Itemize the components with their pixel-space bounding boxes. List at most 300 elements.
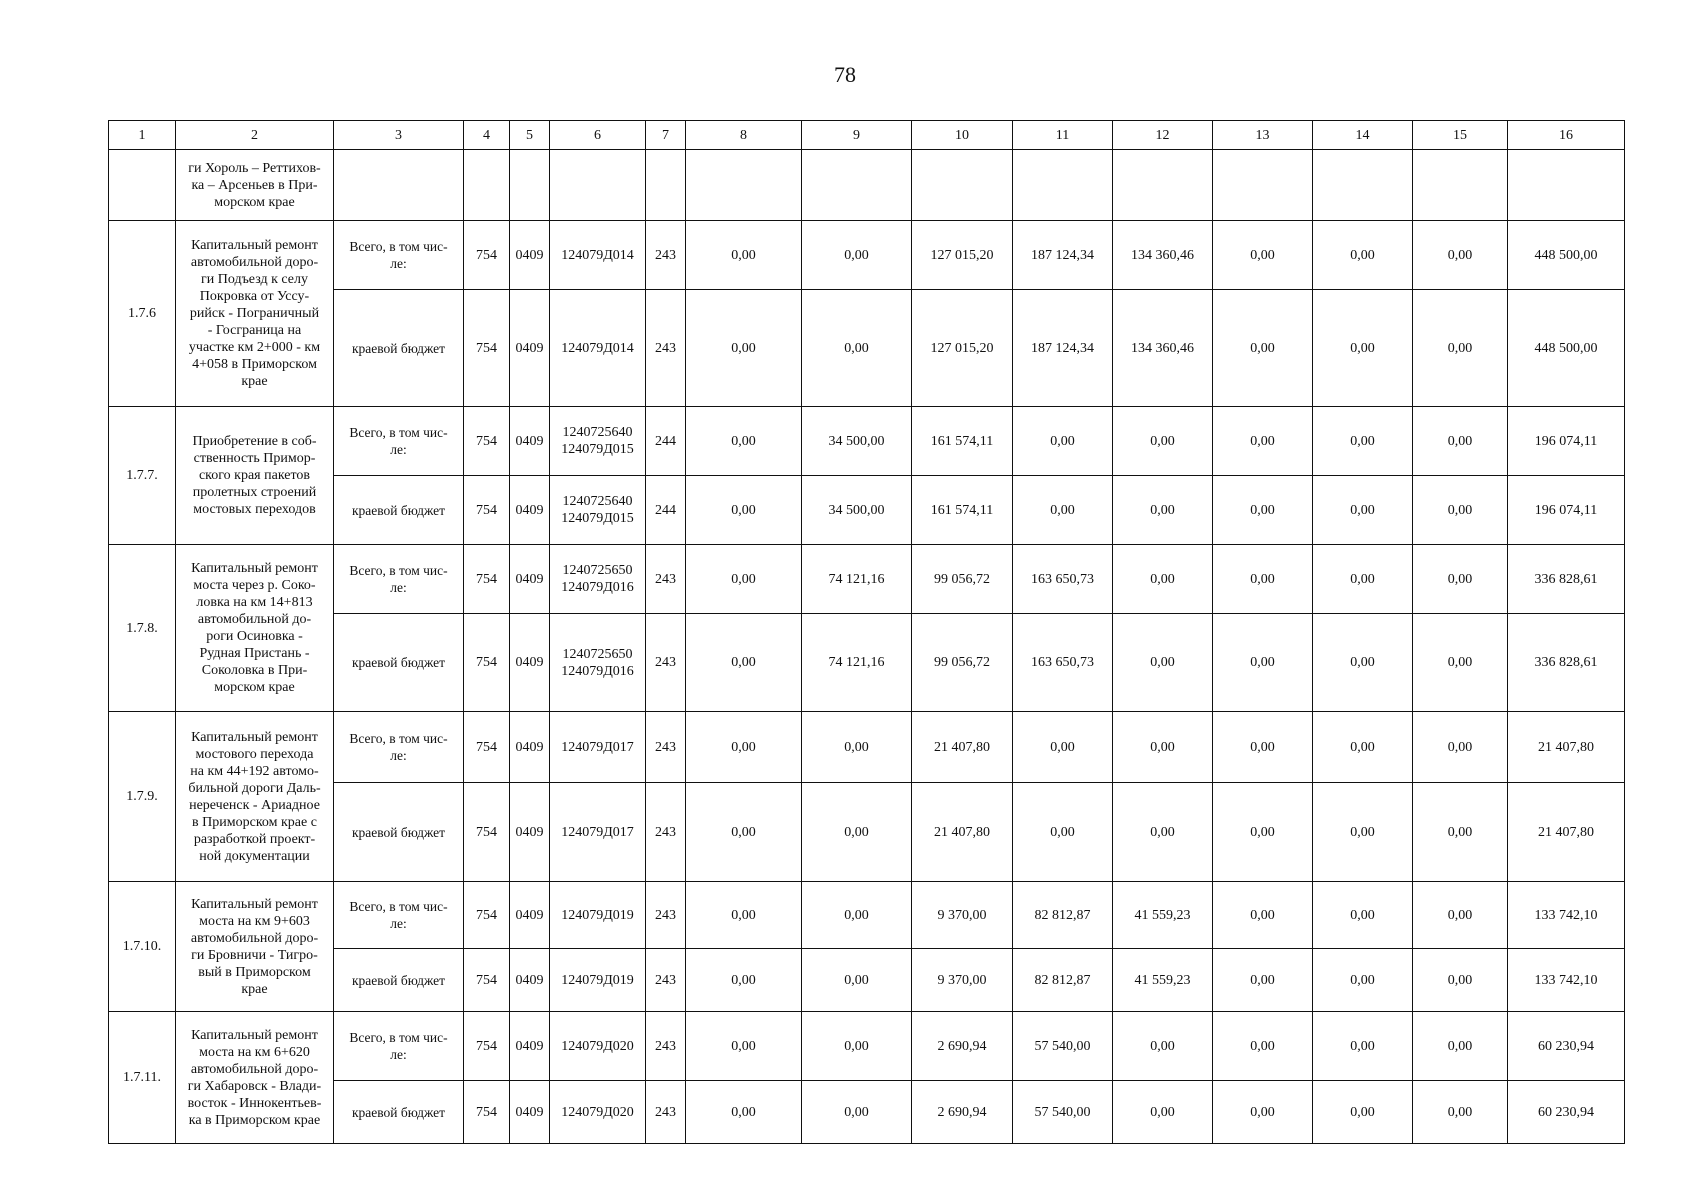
- page-number: 78: [834, 62, 856, 87]
- value-cell-10: 99 056,72: [912, 614, 1013, 712]
- value-cell-9: 34 500,00: [802, 476, 912, 545]
- section-code-cell: 0409: [510, 949, 550, 1012]
- value-cell-9: 0,00: [802, 1012, 912, 1081]
- ministry-code-cell: 754: [464, 712, 510, 783]
- text-line: 124079Д019: [561, 907, 634, 923]
- value-cell-8: 0,00: [686, 407, 802, 476]
- table-row-total: [109, 407, 1625, 476]
- value-cell-11: 57 540,00: [1013, 1081, 1113, 1144]
- text-line: разработкой проект-: [193, 831, 316, 847]
- text-line: ле:: [390, 256, 407, 271]
- value-cell-14: 0,00: [1313, 783, 1413, 882]
- empty-cell: [334, 150, 464, 221]
- value-cell-8: 0,00: [686, 1081, 802, 1144]
- target-code-cell: [550, 1081, 646, 1144]
- text-line: краевой бюджет: [351, 340, 446, 356]
- value-cell-14: 0,00: [1313, 290, 1413, 407]
- text-line: 124079Д016: [561, 663, 634, 679]
- value-cell-12: 0,00: [1113, 407, 1213, 476]
- value-cell-12: 0,00: [1113, 783, 1213, 882]
- column-header-6: 6: [550, 121, 646, 150]
- item-number-cell: 1.7.6: [109, 221, 176, 407]
- value-cell-13: 0,00: [1213, 1012, 1313, 1081]
- text-line: участке км 2+000 - км: [188, 340, 321, 355]
- column-header-12: 12: [1113, 121, 1213, 150]
- text-line: на км 44+192 автомо-: [190, 763, 319, 779]
- value-cell-14: 0,00: [1313, 476, 1413, 545]
- total-value-cell: 60 230,94: [1508, 1081, 1625, 1144]
- ministry-code-cell: 754: [464, 407, 510, 476]
- table-row-regional-budget: [109, 290, 1625, 407]
- text-line: Всего, в том чис-: [349, 731, 448, 746]
- value-cell-9: 74 121,16: [802, 545, 912, 614]
- value-cell-15: 0,00: [1413, 476, 1508, 545]
- ministry-code-cell: 754: [464, 1081, 510, 1144]
- text-line: ги Хороль – Реттихов-: [188, 160, 321, 176]
- text-line: краевой бюджет: [351, 1104, 446, 1120]
- empty-cell: [510, 150, 550, 221]
- value-cell-8: 0,00: [686, 614, 802, 712]
- table-row-regional-budget: [109, 476, 1625, 545]
- text-line: ги Хабаровск - Влади-: [187, 1078, 322, 1094]
- column-header-2: 2: [176, 121, 334, 150]
- value-cell-12: 0,00: [1113, 1081, 1213, 1144]
- value-cell-13: 0,00: [1213, 783, 1313, 882]
- value-cell-10: 99 056,72: [912, 545, 1013, 614]
- target-code-cell: [550, 1012, 646, 1081]
- text-line: 124079Д014: [561, 247, 634, 263]
- expense-type-cell: 243: [646, 1081, 686, 1144]
- table-row-regional-budget: [109, 1081, 1625, 1144]
- value-cell-13: 0,00: [1213, 712, 1313, 783]
- value-cell-9: 0,00: [802, 290, 912, 407]
- target-code-cell: [550, 783, 646, 882]
- value-cell-11: 57 540,00: [1013, 1012, 1113, 1081]
- empty-cell: [1313, 150, 1413, 221]
- text-line: вый в Приморском: [198, 964, 311, 980]
- total-value-cell: 196 074,11: [1508, 407, 1625, 476]
- column-header-1: 1: [109, 121, 176, 150]
- table-row-regional-budget: [109, 949, 1625, 1012]
- value-cell-11: 0,00: [1013, 712, 1113, 783]
- total-value-cell: 133 742,10: [1508, 882, 1625, 949]
- value-cell-11: 187 124,34: [1013, 221, 1113, 290]
- text-line: ка – Арсеньев в При-: [191, 177, 318, 193]
- value-cell-12: 0,00: [1113, 476, 1213, 545]
- expense-type-cell: 244: [646, 476, 686, 545]
- text-line: роги Осиновка -: [206, 629, 303, 644]
- total-value-cell: 21 407,80: [1508, 783, 1625, 882]
- text-line: 124079Д019: [561, 972, 634, 988]
- value-cell-15: 0,00: [1413, 545, 1508, 614]
- empty-cell: [1013, 150, 1113, 221]
- empty-cell: [464, 150, 510, 221]
- section-code-cell: 0409: [510, 783, 550, 882]
- text-line: Капитальный ремонт: [191, 238, 318, 253]
- value-cell-10: 2 690,94: [912, 1081, 1013, 1144]
- text-line: моста через р. Соко-: [193, 578, 316, 593]
- item-name-cell: [176, 545, 334, 712]
- value-cell-8: 0,00: [686, 476, 802, 545]
- value-cell-12: 0,00: [1113, 1012, 1213, 1081]
- text-line: ского края пакетов: [198, 468, 311, 483]
- empty-cell: [1508, 150, 1625, 221]
- target-code-cell: [550, 407, 646, 476]
- empty-cell: [1413, 150, 1508, 221]
- text-line: моста на км 6+620: [199, 1044, 310, 1060]
- text-line: ги Подъезд к селу: [201, 272, 308, 287]
- value-cell-11: 0,00: [1013, 476, 1113, 545]
- column-header-3: 3: [334, 121, 464, 150]
- continuation-name-cell: [176, 150, 334, 221]
- value-cell-10: 9 370,00: [912, 949, 1013, 1012]
- text-line: нереченск - Ариадное: [189, 797, 320, 813]
- column-number-header-row: [109, 121, 1625, 150]
- text-line: 1240725640: [562, 494, 633, 509]
- section-code-cell: 0409: [510, 1081, 550, 1144]
- section-code-cell: 0409: [510, 476, 550, 545]
- text-line: 124079Д020: [561, 1104, 634, 1120]
- table-row-regional-budget: [109, 783, 1625, 882]
- value-cell-9: 0,00: [802, 1081, 912, 1144]
- column-header-16: 16: [1508, 121, 1625, 150]
- table-row-total: [109, 882, 1625, 949]
- ministry-code-cell: 754: [464, 882, 510, 949]
- empty-cell: [646, 150, 686, 221]
- empty-cell: [686, 150, 802, 221]
- value-cell-13: 0,00: [1213, 545, 1313, 614]
- value-cell-11: 163 650,73: [1013, 614, 1113, 712]
- value-cell-8: 0,00: [686, 783, 802, 882]
- value-cell-13: 0,00: [1213, 949, 1313, 1012]
- item-number-cell: 1.7.11.: [109, 1012, 176, 1144]
- target-code-cell: [550, 712, 646, 783]
- text-line: 124079Д020: [561, 1038, 634, 1054]
- section-code-cell: 0409: [510, 545, 550, 614]
- value-cell-10: 2 690,94: [912, 1012, 1013, 1081]
- column-header-4: 4: [464, 121, 510, 150]
- text-line: 124079Д014: [561, 340, 634, 356]
- text-line: Всего, в том чис-: [349, 563, 448, 578]
- target-code-cell: [550, 949, 646, 1012]
- value-cell-9: 0,00: [802, 221, 912, 290]
- text-line: 124079Д017: [561, 824, 634, 840]
- text-line: морском крае: [214, 680, 295, 695]
- value-cell-10: 21 407,80: [912, 712, 1013, 783]
- value-cell-15: 0,00: [1413, 783, 1508, 882]
- total-value-cell: 133 742,10: [1508, 949, 1625, 1012]
- value-cell-15: 0,00: [1413, 1081, 1508, 1144]
- column-header-8: 8: [686, 121, 802, 150]
- expense-type-cell: 243: [646, 1012, 686, 1081]
- text-line: ной документации: [199, 848, 310, 864]
- value-cell-14: 0,00: [1313, 1081, 1413, 1144]
- value-cell-8: 0,00: [686, 949, 802, 1012]
- text-line: 124079Д016: [561, 580, 634, 595]
- value-cell-10: 9 370,00: [912, 882, 1013, 949]
- value-cell-8: 0,00: [686, 712, 802, 783]
- item-number-cell: 1.7.8.: [109, 545, 176, 712]
- value-cell-13: 0,00: [1213, 290, 1313, 407]
- empty-cell: [109, 150, 176, 221]
- value-cell-12: 0,00: [1113, 712, 1213, 783]
- text-line: пролетных строений: [192, 485, 317, 500]
- text-line: 4+058 в Приморском: [192, 357, 317, 372]
- text-line: 1240725650: [562, 563, 633, 578]
- text-line: крае: [241, 981, 268, 997]
- value-cell-11: 163 650,73: [1013, 545, 1113, 614]
- value-cell-15: 0,00: [1413, 882, 1508, 949]
- text-line: краевой бюджет: [351, 655, 446, 670]
- total-value-cell: 196 074,11: [1508, 476, 1625, 545]
- text-line: Всего, в том чис-: [349, 425, 448, 440]
- ministry-code-cell: 754: [464, 476, 510, 545]
- value-cell-9: 0,00: [802, 783, 912, 882]
- target-code-cell: [550, 476, 646, 545]
- text-line: Покровка от Уссу-: [199, 289, 310, 304]
- value-cell-9: 34 500,00: [802, 407, 912, 476]
- column-header-14: 14: [1313, 121, 1413, 150]
- text-line: морском крае: [214, 194, 295, 210]
- column-header-13: 13: [1213, 121, 1313, 150]
- column-header-7: 7: [646, 121, 686, 150]
- ministry-code-cell: 754: [464, 221, 510, 290]
- value-cell-12: 41 559,23: [1113, 882, 1213, 949]
- funding-source-cell: [334, 949, 464, 1012]
- value-cell-9: 74 121,16: [802, 614, 912, 712]
- text-line: ственность Примор-: [193, 451, 316, 466]
- section-code-cell: 0409: [510, 614, 550, 712]
- value-cell-13: 0,00: [1213, 882, 1313, 949]
- item-name-cell: [176, 882, 334, 1012]
- text-line: Капитальный ремонт: [191, 896, 318, 912]
- item-name-cell: [176, 1012, 334, 1144]
- ministry-code-cell: 754: [464, 949, 510, 1012]
- text-line: мостовых переходов: [193, 502, 316, 517]
- empty-cell: [550, 150, 646, 221]
- target-code-cell: [550, 545, 646, 614]
- text-line: Всего, в том чис-: [349, 1030, 448, 1045]
- value-cell-9: 0,00: [802, 882, 912, 949]
- text-line: ле:: [390, 916, 407, 931]
- section-code-cell: 0409: [510, 221, 550, 290]
- value-cell-14: 0,00: [1313, 882, 1413, 949]
- text-line: Всего, в том чис-: [349, 239, 448, 254]
- value-cell-13: 0,00: [1213, 476, 1313, 545]
- value-cell-8: 0,00: [686, 221, 802, 290]
- value-cell-10: 161 574,11: [912, 407, 1013, 476]
- item-number-cell: 1.7.9.: [109, 712, 176, 882]
- table-row-total: [109, 221, 1625, 290]
- value-cell-14: 0,00: [1313, 712, 1413, 783]
- text-line: ловка на км 14+813: [196, 595, 313, 610]
- text-line: Соколовка в При-: [201, 663, 308, 678]
- ministry-code-cell: 754: [464, 783, 510, 882]
- value-cell-15: 0,00: [1413, 290, 1508, 407]
- item-name-cell: [176, 712, 334, 882]
- text-line: ле:: [390, 442, 407, 457]
- text-line: в Приморском крае с: [192, 814, 317, 830]
- text-line: 124079Д015: [561, 511, 634, 526]
- text-line: 124079Д015: [561, 442, 634, 457]
- expense-type-cell: 243: [646, 545, 686, 614]
- target-code-cell: [550, 882, 646, 949]
- value-cell-13: 0,00: [1213, 614, 1313, 712]
- value-cell-9: 0,00: [802, 949, 912, 1012]
- value-cell-12: 41 559,23: [1113, 949, 1213, 1012]
- text-line: Приобретение в соб-: [192, 434, 317, 449]
- total-value-cell: 60 230,94: [1508, 1012, 1625, 1081]
- funding-source-cell: [334, 783, 464, 882]
- value-cell-14: 0,00: [1313, 1012, 1413, 1081]
- text-line: мостового перехода: [195, 746, 314, 762]
- value-cell-8: 0,00: [686, 882, 802, 949]
- total-value-cell: 448 500,00: [1508, 290, 1625, 407]
- expense-type-cell: 243: [646, 949, 686, 1012]
- budget-table: [108, 120, 1625, 1144]
- column-header-5: 5: [510, 121, 550, 150]
- funding-source-cell: [334, 476, 464, 545]
- column-header-11: 11: [1013, 121, 1113, 150]
- text-line: ка в Приморском крае: [188, 1112, 321, 1128]
- ministry-code-cell: 754: [464, 290, 510, 407]
- expense-type-cell: 243: [646, 882, 686, 949]
- value-cell-13: 0,00: [1213, 1081, 1313, 1144]
- expense-type-cell: 243: [646, 290, 686, 407]
- total-value-cell: 336 828,61: [1508, 545, 1625, 614]
- value-cell-11: 0,00: [1013, 783, 1113, 882]
- text-line: ле:: [390, 580, 407, 595]
- table-row-total: [109, 712, 1625, 783]
- value-cell-13: 0,00: [1213, 221, 1313, 290]
- total-value-cell: 448 500,00: [1508, 221, 1625, 290]
- expense-type-cell: 243: [646, 221, 686, 290]
- target-code-cell: [550, 614, 646, 712]
- funding-source-cell: [334, 882, 464, 949]
- target-code-cell: [550, 221, 646, 290]
- expense-type-cell: 243: [646, 614, 686, 712]
- text-line: - Госграница на: [207, 323, 302, 338]
- section-code-cell: 0409: [510, 1012, 550, 1081]
- table-row-regional-budget: [109, 614, 1625, 712]
- funding-source-cell: [334, 545, 464, 614]
- empty-cell: [1213, 150, 1313, 221]
- value-cell-15: 0,00: [1413, 712, 1508, 783]
- empty-cell: [912, 150, 1013, 221]
- text-line: Всего, в том чис-: [349, 899, 448, 914]
- value-cell-14: 0,00: [1313, 949, 1413, 1012]
- value-cell-15: 0,00: [1413, 407, 1508, 476]
- empty-cell: [1113, 150, 1213, 221]
- funding-source-cell: [334, 221, 464, 290]
- section-code-cell: 0409: [510, 882, 550, 949]
- value-cell-10: 127 015,20: [912, 290, 1013, 407]
- value-cell-13: 0,00: [1213, 407, 1313, 476]
- text-line: краевой бюджет: [351, 972, 446, 988]
- column-header-10: 10: [912, 121, 1013, 150]
- text-line: 124079Д017: [561, 739, 634, 755]
- text-line: краевой бюджет: [351, 502, 446, 518]
- value-cell-11: 187 124,34: [1013, 290, 1113, 407]
- value-cell-14: 0,00: [1313, 614, 1413, 712]
- table-row-total: [109, 545, 1625, 614]
- value-cell-14: 0,00: [1313, 221, 1413, 290]
- item-number-cell: 1.7.10.: [109, 882, 176, 1012]
- text-line: ги Бровничи - Тигро-: [191, 947, 318, 963]
- column-header-15: 15: [1413, 121, 1508, 150]
- funding-source-cell: [334, 407, 464, 476]
- expense-type-cell: 244: [646, 407, 686, 476]
- total-value-cell: 21 407,80: [1508, 712, 1625, 783]
- funding-source-cell: [334, 290, 464, 407]
- value-cell-9: 0,00: [802, 712, 912, 783]
- value-cell-10: 21 407,80: [912, 783, 1013, 882]
- text-line: бильной дороги Даль-: [188, 780, 321, 796]
- expense-type-cell: 243: [646, 712, 686, 783]
- text-line: Капитальный ремонт: [191, 561, 318, 576]
- value-cell-12: 134 360,46: [1113, 221, 1213, 290]
- section-code-cell: 0409: [510, 407, 550, 476]
- value-cell-15: 0,00: [1413, 949, 1508, 1012]
- funding-source-cell: [334, 712, 464, 783]
- value-cell-11: 82 812,87: [1013, 882, 1113, 949]
- text-line: восток - Иннокентьев-: [187, 1095, 322, 1111]
- table-row-total: [109, 1012, 1625, 1081]
- text-line: 1240725650: [562, 646, 633, 662]
- ministry-code-cell: 754: [464, 1012, 510, 1081]
- value-cell-10: 127 015,20: [912, 221, 1013, 290]
- value-cell-15: 0,00: [1413, 1012, 1508, 1081]
- funding-source-cell: [334, 1012, 464, 1081]
- ministry-code-cell: 754: [464, 614, 510, 712]
- value-cell-11: 82 812,87: [1013, 949, 1113, 1012]
- item-name-cell: [176, 221, 334, 407]
- text-line: ле:: [390, 1047, 407, 1062]
- item-number-cell: 1.7.7.: [109, 407, 176, 545]
- text-line: автомобильной доро-: [190, 1061, 319, 1077]
- text-line: автомобильной доро-: [190, 930, 319, 946]
- empty-cell: [802, 150, 912, 221]
- value-cell-15: 0,00: [1413, 221, 1508, 290]
- value-cell-8: 0,00: [686, 290, 802, 407]
- text-line: 1240725640: [562, 425, 633, 440]
- funding-source-cell: [334, 614, 464, 712]
- text-line: краевой бюджет: [351, 824, 446, 840]
- value-cell-11: 0,00: [1013, 407, 1113, 476]
- value-cell-12: 0,00: [1113, 545, 1213, 614]
- text-line: моста на км 9+603: [199, 913, 310, 929]
- text-line: крае: [241, 374, 268, 389]
- continuation-row: [109, 150, 1625, 221]
- value-cell-8: 0,00: [686, 545, 802, 614]
- funding-source-cell: [334, 1081, 464, 1144]
- expense-type-cell: 243: [646, 783, 686, 882]
- item-name-cell: [176, 407, 334, 545]
- value-cell-8: 0,00: [686, 1012, 802, 1081]
- value-cell-10: 161 574,11: [912, 476, 1013, 545]
- total-value-cell: 336 828,61: [1508, 614, 1625, 712]
- section-code-cell: 0409: [510, 712, 550, 783]
- value-cell-14: 0,00: [1313, 407, 1413, 476]
- text-line: автомобильной доро-: [190, 255, 319, 270]
- text-line: Капитальный ремонт: [191, 1027, 318, 1043]
- value-cell-12: 0,00: [1113, 614, 1213, 712]
- target-code-cell: [550, 290, 646, 407]
- value-cell-12: 134 360,46: [1113, 290, 1213, 407]
- text-line: автомобильной до-: [197, 612, 312, 627]
- section-code-cell: 0409: [510, 290, 550, 407]
- text-line: рийск - Пограничный: [189, 306, 320, 321]
